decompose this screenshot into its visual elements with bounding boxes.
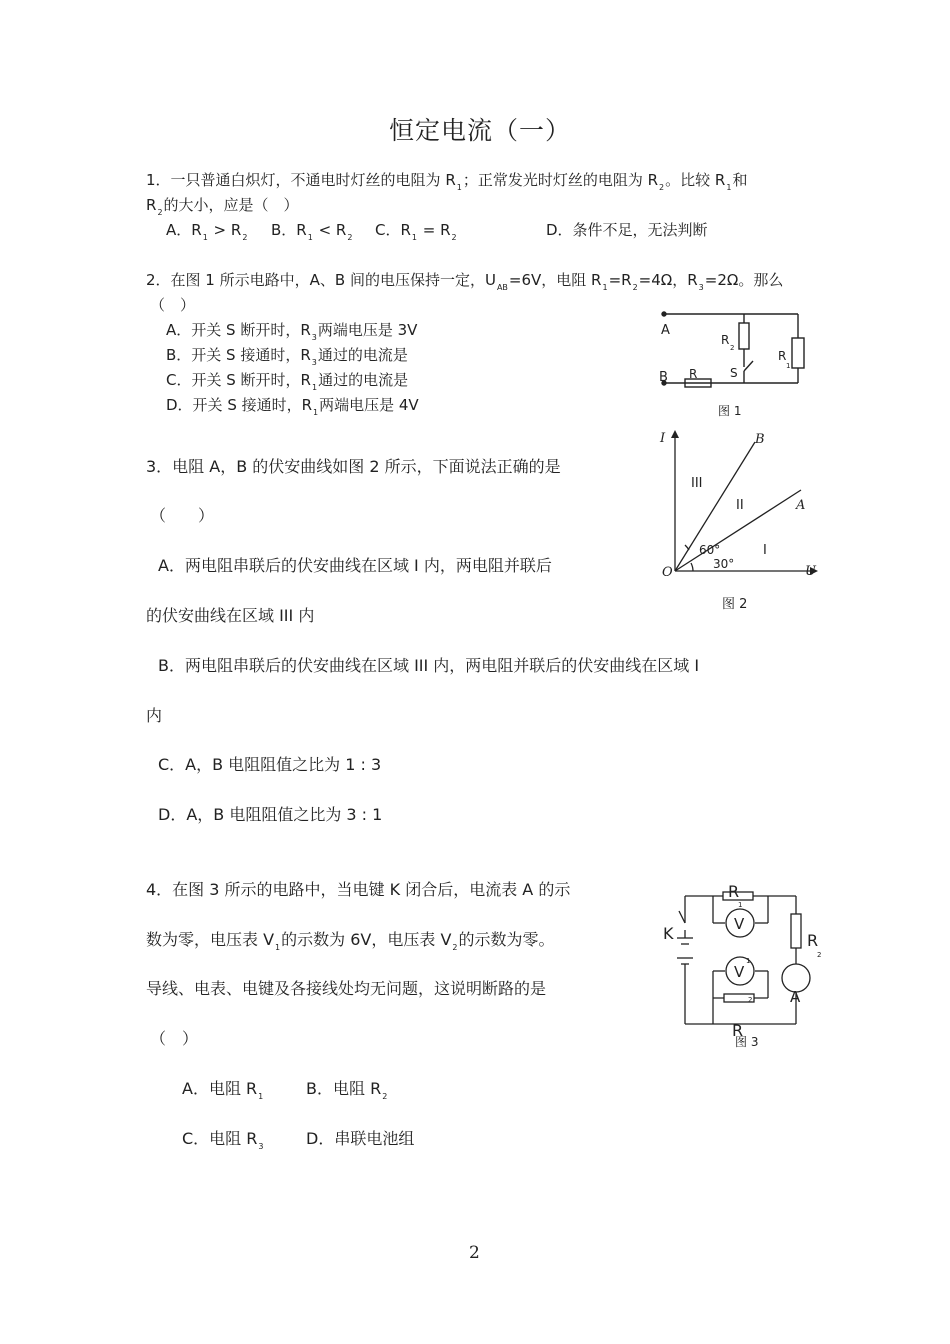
label-region-i: I bbox=[763, 543, 767, 558]
q2-text: 2．在图 1 所示电路中，A、B 间的电压保持一定，U bbox=[146, 271, 496, 289]
option-text: < R bbox=[313, 221, 347, 239]
switch-k bbox=[679, 911, 685, 923]
subscript: 1 bbox=[456, 183, 462, 192]
resistor-r1 bbox=[792, 338, 804, 368]
subscript: 2 bbox=[242, 233, 248, 242]
label-r1-sub: 1 bbox=[738, 901, 743, 909]
q4-stem-line3: 导线、电表、电键及各接线处均无问题，这说明断路的是 bbox=[146, 979, 547, 998]
subscript: 2 bbox=[659, 183, 665, 192]
label-u-axis: U bbox=[805, 564, 816, 579]
label-r2-sub: 2 bbox=[730, 344, 735, 352]
switch-s bbox=[744, 361, 753, 371]
subscript: 1 bbox=[275, 943, 281, 952]
q1-option-a bbox=[166, 219, 248, 240]
subscript: 1 bbox=[307, 233, 313, 242]
q3-option-c: C．A，B 电阻阻值之比为 1 : 3 bbox=[158, 755, 382, 774]
option-text: B．R bbox=[271, 221, 307, 239]
q2-option-c bbox=[166, 369, 408, 390]
q3-stem: 3．电阻 A，B 的伏安曲线如图 2 所示，下面说法正确的是 bbox=[146, 457, 561, 476]
q2-option-a bbox=[166, 319, 417, 340]
option-text: D．开关 S 接通时，R bbox=[166, 396, 313, 414]
subscript: 1 bbox=[202, 233, 208, 242]
q1-text: 。比较 R bbox=[665, 171, 726, 189]
label-r1: R bbox=[728, 882, 740, 901]
option-text: C．电阻 R bbox=[182, 1129, 258, 1148]
subscript: 1 bbox=[258, 1092, 264, 1101]
label-a: A bbox=[661, 323, 670, 338]
q2-option-b bbox=[166, 344, 408, 365]
label-r2-sub: 2 bbox=[817, 951, 822, 959]
subscript: 3 bbox=[311, 333, 317, 342]
subscript: 1 bbox=[602, 283, 608, 292]
q1-text: R bbox=[146, 196, 157, 214]
label-a: A bbox=[790, 988, 801, 1006]
q2-text: =2Ω。那么 bbox=[704, 271, 784, 289]
q1-text: 的大小，应是（ ） bbox=[163, 196, 299, 214]
q4-option-d: D．串联电池组 bbox=[306, 1129, 415, 1148]
q1-stem-line2 bbox=[146, 194, 299, 215]
q1-text: ；正常发光时灯丝的电阻为 R bbox=[462, 171, 659, 189]
option-text: A．R bbox=[166, 221, 202, 239]
q2-stem-line1 bbox=[146, 269, 783, 290]
subscript: 2 bbox=[382, 1092, 388, 1101]
option-text: 两端电压是 4V bbox=[319, 396, 419, 414]
label-a: A bbox=[796, 498, 806, 513]
q1-option-d: D．条件不足，无法判断 bbox=[546, 221, 708, 239]
q3-option-b-line2: 内 bbox=[146, 706, 163, 725]
q2-paren: （ ） bbox=[150, 296, 196, 314]
option-text: B．电阻 R bbox=[306, 1079, 382, 1098]
option-text: A．开关 S 断开时，R bbox=[166, 321, 311, 339]
option-text: 通过的电流是 bbox=[317, 346, 408, 364]
subscript: 3 bbox=[311, 358, 317, 367]
label-r2: R bbox=[807, 931, 819, 950]
q3-option-b-line1: B．两电阻串联后的伏安曲线在区域 III 内，两电阻并联后的伏安曲线在区域 I bbox=[158, 656, 700, 675]
q3-option-a-line2: 的伏安曲线在区域 III 内 bbox=[146, 606, 315, 625]
q2-option-d bbox=[166, 394, 419, 415]
q1-text: 和 bbox=[732, 171, 748, 189]
label-region-ii: II bbox=[736, 498, 744, 513]
option-text: 两端电压是 3V bbox=[317, 321, 418, 339]
q2-text: =6V，电阻 R bbox=[508, 271, 602, 289]
subscript: 2 bbox=[452, 943, 458, 952]
q4-stem-line1: 4．在图 3 所示的电路中，当电键 K 闭合后，电流表 A 的示 bbox=[146, 880, 571, 899]
q1-stem-line1 bbox=[146, 169, 747, 190]
q1-text: 1．一只普通白炽灯，不通电时灯丝的电阻为 R bbox=[146, 171, 456, 189]
angle-arc-30 bbox=[691, 563, 693, 571]
q4-text: 的示数为零。 bbox=[458, 930, 555, 949]
subscript: AB bbox=[496, 283, 508, 292]
q4-option-c bbox=[182, 1126, 264, 1149]
subscript: 3 bbox=[258, 1142, 264, 1151]
subscript: 1 bbox=[726, 183, 732, 192]
label-b: B bbox=[659, 370, 668, 385]
option-text: A．电阻 R bbox=[182, 1079, 258, 1098]
figure-1-caption: 图 1 bbox=[718, 404, 742, 418]
label-angle-30: 30° bbox=[713, 557, 735, 571]
q4-stem-line2 bbox=[146, 927, 555, 950]
resistor-r2 bbox=[739, 323, 749, 349]
figure-3-circuit bbox=[660, 878, 830, 1050]
option-text: 通过的电流是 bbox=[318, 371, 409, 389]
label-r1-sub: 1 bbox=[786, 362, 791, 370]
subscript: 1 bbox=[411, 233, 417, 242]
q4-text: 的示数为 6V，电压表 V bbox=[281, 930, 452, 949]
page-title: 恒定电流（一） bbox=[389, 116, 572, 145]
q4-option-a bbox=[182, 1076, 264, 1099]
label-v1: V bbox=[734, 915, 745, 933]
q1-option-b bbox=[271, 219, 353, 240]
subscript: 1 bbox=[313, 408, 319, 417]
label-r1: R bbox=[778, 349, 787, 363]
label-i-axis: I bbox=[660, 431, 666, 446]
label-v1-sub: 1 bbox=[746, 957, 751, 965]
figure-2-iu-graph bbox=[655, 428, 825, 618]
i-axis-arrow bbox=[671, 430, 679, 438]
figure-1-circuit bbox=[655, 305, 815, 423]
q2-text: =R bbox=[608, 271, 632, 289]
figure-2-caption: 图 2 bbox=[722, 597, 748, 612]
option-text: = R bbox=[418, 221, 451, 239]
q3-paren: （ ） bbox=[150, 506, 215, 525]
label-origin: O bbox=[662, 565, 673, 580]
page-number: 2 bbox=[469, 1243, 480, 1263]
label-v2-sub: 2 bbox=[748, 996, 753, 1004]
label-r3: R bbox=[732, 1021, 744, 1040]
resistor-r2 bbox=[791, 914, 801, 948]
q1-option-c bbox=[375, 219, 458, 240]
q3-option-d: D．A，B 电阻阻值之比为 3 : 1 bbox=[158, 805, 383, 824]
label-b: B bbox=[755, 432, 765, 447]
label-angle-60: 60° bbox=[699, 543, 721, 557]
option-text: C．R bbox=[375, 221, 411, 239]
label-v2: V bbox=[734, 963, 745, 981]
subscript: 2 bbox=[632, 283, 638, 292]
q3-option-a-line1: A．两电阻串联后的伏安曲线在区域 I 内，两电阻并联后 bbox=[158, 556, 552, 575]
q4-paren: （ ） bbox=[150, 1029, 199, 1048]
option-text: > R bbox=[208, 221, 242, 239]
label-region-iii: III bbox=[691, 476, 703, 491]
label-s: S bbox=[730, 366, 738, 380]
q2-text: =4Ω，R bbox=[638, 271, 698, 289]
label-r2: R bbox=[721, 333, 730, 347]
option-text: B．开关 S 接通时，R bbox=[166, 346, 311, 364]
subscript: 2 bbox=[347, 233, 353, 242]
subscript: 3 bbox=[698, 283, 704, 292]
subscript: 1 bbox=[311, 383, 318, 392]
angle-arc-60 bbox=[685, 545, 689, 550]
label-k: K bbox=[663, 924, 674, 943]
subscript: 2 bbox=[157, 208, 163, 217]
q4-text: 数为零，电压表 V bbox=[146, 930, 275, 949]
figure-3-caption: 图 3 bbox=[735, 1035, 759, 1049]
q4-option-b bbox=[306, 1076, 388, 1099]
label-r3: R bbox=[689, 367, 698, 381]
subscript: 2 bbox=[451, 233, 457, 242]
option-text: C．开关 S 断开时，R bbox=[166, 371, 311, 389]
